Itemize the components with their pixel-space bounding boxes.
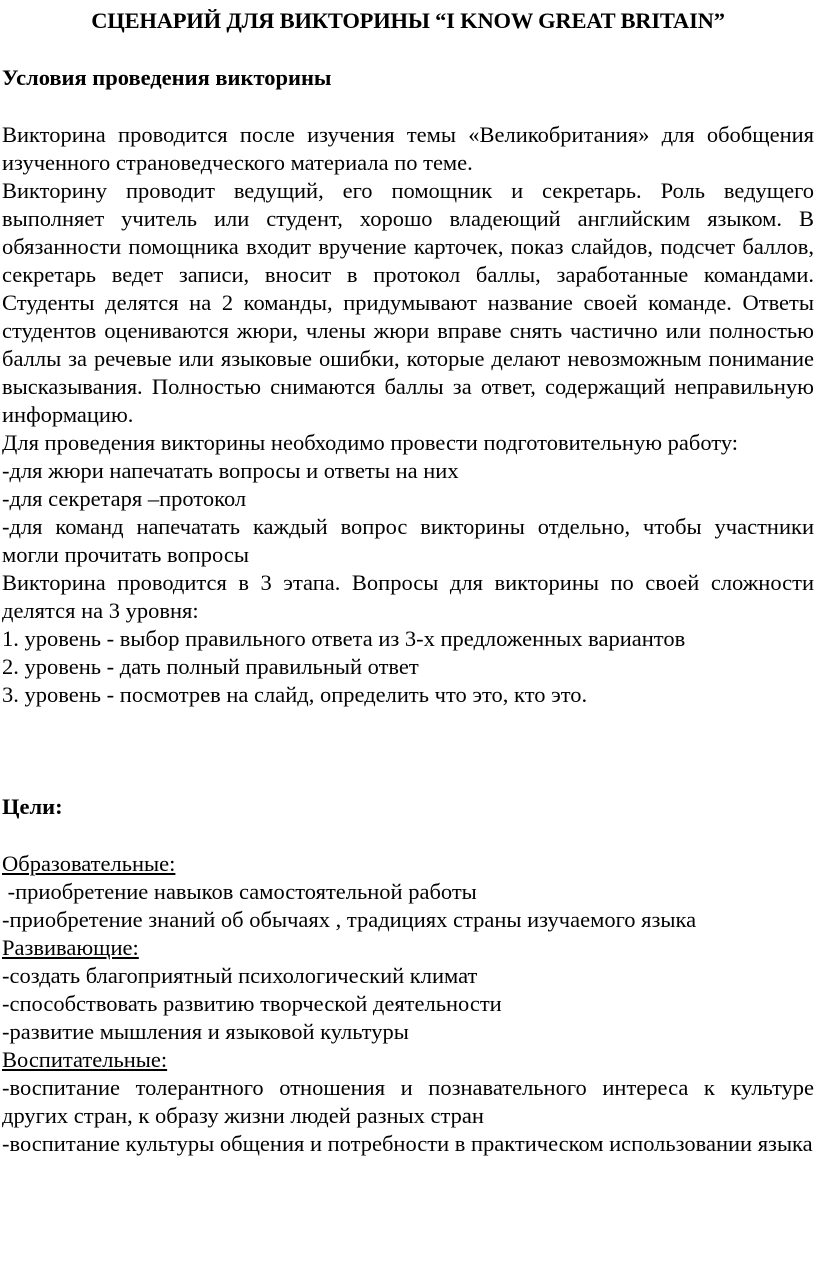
conditions-paragraph-stages: Викторина проводится в 3 этапа. Вопросы для викторины по своей сложности делятся на 3 уровня: (2, 570, 814, 623)
goals-body (2, 850, 814, 1158)
conditions-heading: Условия проведения викторины (2, 65, 332, 90)
developing-goals-label: Развивающие: (2, 935, 139, 960)
prep-list-item: -для команд напечатать каждый вопрос викторины отдельно, чтобы участники могли прочитать вопросы (2, 514, 814, 567)
goal-item: -воспитание толерантного отношения и познавательного интереса к культуре других стран, к образу жизни людей разных стран (2, 1075, 814, 1128)
upbringing-goals-label: Воспитательные: (2, 1047, 168, 1072)
prep-list-item: -для секретаря –протокол (2, 486, 247, 511)
goal-item: -развитие мышления и языковой культуры (2, 1019, 409, 1044)
goal-item: -приобретение знаний об обычаях , традициях страны изучаемого языка (2, 907, 697, 932)
document-title: СЦЕНАРИЙ ДЛЯ ВИКТОРИНЫ “I KNOW GREAT BRITAIN” (91, 8, 725, 33)
goal-item: -воспитание культуры общения и потребности в практическом использовании языка (2, 1131, 813, 1156)
educational-goals-label: Образовательные: (2, 851, 176, 876)
conditions-paragraph-intro: Викторина проводится после изучения темы «Великобритания» для обобщения изученного страноведческого материала по теме. (2, 122, 814, 175)
goal-item: -создать благоприятный психологический климат (2, 963, 478, 988)
level-list-item: 3. уровень - посмотрев на слайд, определить что это, кто это. (2, 682, 588, 707)
level-list-item: 1. уровень - выбор правильного ответа из 3-х предложенных вариантов (2, 626, 686, 651)
conditions-paragraph-roles: Викторину проводит ведущий, его помощник и секретарь. Роль ведущего выполняет учитель или студент, хорошо владеющий английским языком. В обязанности помощника входит вручение карточек, показ слайдов, подсчет баллов, секретарь ведет записи, вносит в протокол баллы, заработанные командами. Студенты делятся на 2 команды, придумывают название своей команде. Ответы студентов оцениваются жюри, члены жюри вправе снять частично или полностью баллы за речевые или языковые ошибки, которые делают невозможным понимание высказывания. Полностью снимаются баллы за ответ, содержащий неправильную информацию. (2, 178, 814, 427)
conditions-body (2, 121, 814, 709)
conditions-paragraph-preparation: Для проведения викторины необходимо провести подготовительную работу: (2, 430, 739, 455)
level-list-item: 2. уровень - дать полный правильный ответ (2, 654, 419, 679)
prep-list-item: -для жюри напечатать вопросы и ответы на них (2, 458, 459, 483)
goals-heading: Цели: (2, 794, 63, 819)
goal-item: -приобретение навыков самостоятельной работы (2, 879, 477, 904)
goal-item: -способствовать развитию творческой деятельности (2, 991, 502, 1016)
